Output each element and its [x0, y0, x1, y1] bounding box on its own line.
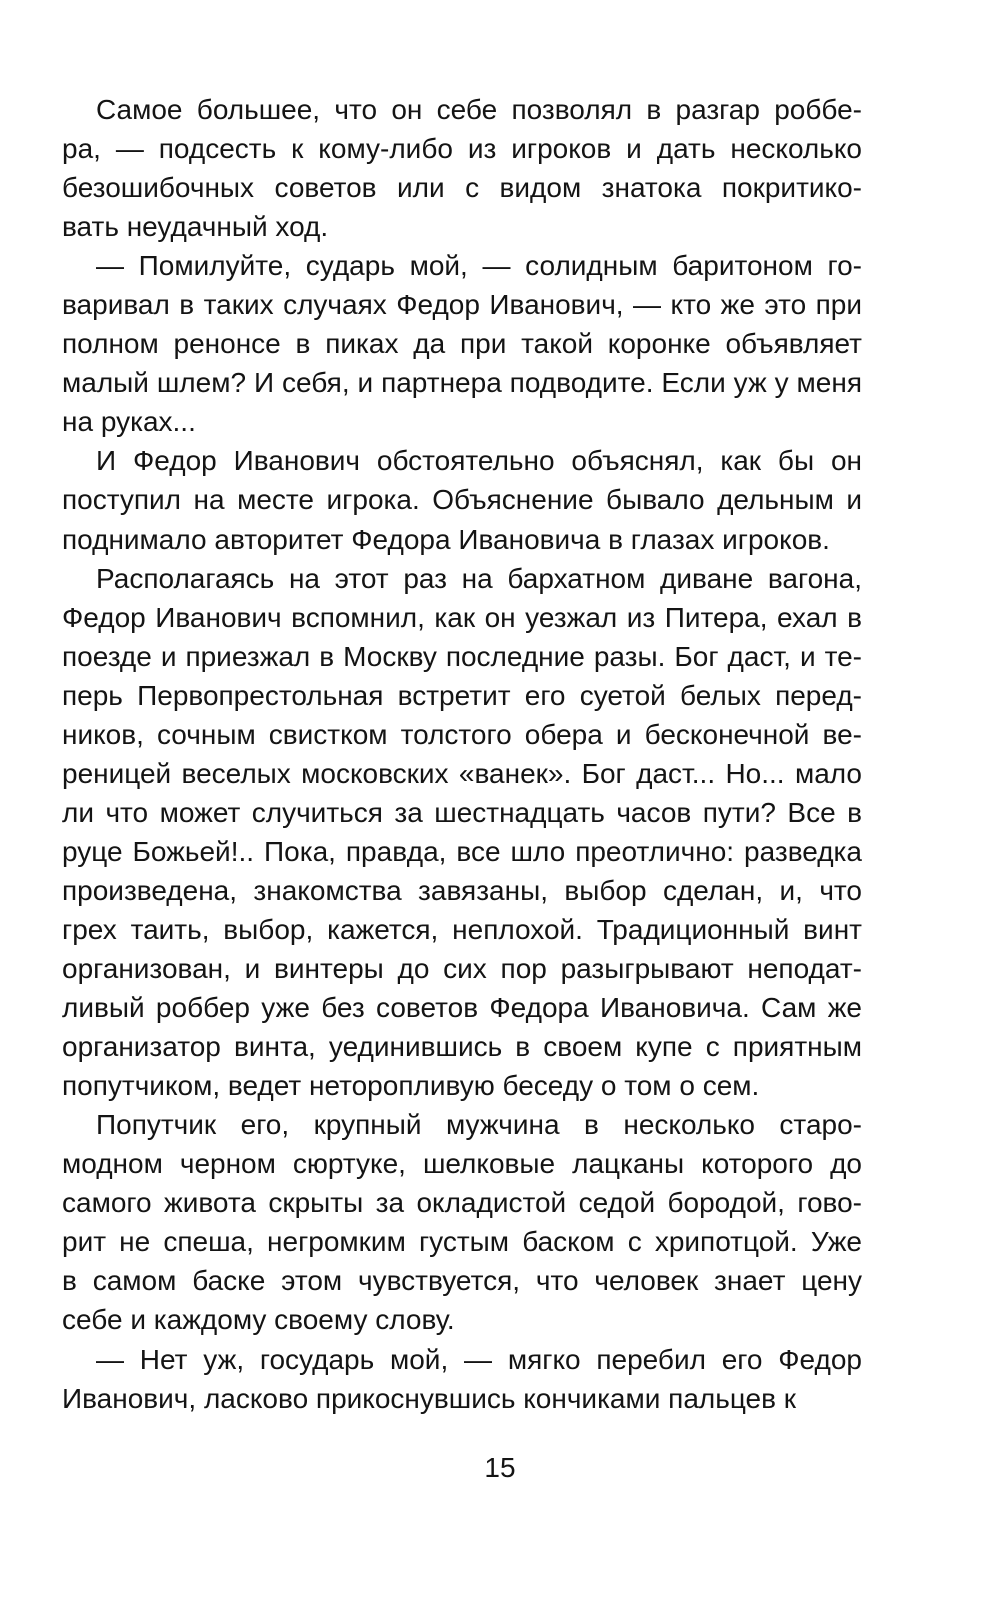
text-line: ливый роббер уже без советов Федора Ивановича. Сам же [62, 992, 862, 1024]
page-number: 15 [484, 1452, 516, 1483]
text-line: безошибочных советов или с видом знатока покритико- [62, 172, 862, 204]
body-text [62, 90, 862, 1418]
text-line: — Нет уж, государь мой, — мягко перебил его Федор [96, 1343, 862, 1375]
text-line: поднимало авторитет Федора Ивановича в глазах игроков. [62, 523, 830, 555]
text-line: полном ренонсе в пиках да при такой коронке объявляет [62, 328, 862, 360]
text-line: поезде и приезжал в Москву последние разы. Бог даст, и те- [62, 640, 862, 672]
text-line: ли что может случиться за шестнадцать часов пути? Все в [62, 796, 862, 828]
text-line: ра, — подсесть к кому-либо из игроков и дать несколько [62, 133, 862, 165]
text-line: на руках... [62, 406, 196, 438]
text-line: реницей веселых московских «ванек». Бог даст... Но... мало [62, 757, 862, 789]
text-line: — Помилуйте, сударь мой, — солидным баритоном го- [96, 250, 862, 282]
text-line: организован, и винтеры до сих пор разыгрывают неподат- [62, 953, 862, 985]
text-line: в самом баске этом чувствуется, что человек знает цену [62, 1265, 862, 1297]
text-line: произведена, знакомства завязаны, выбор сделан, и, что [62, 874, 862, 906]
text-line: вать неудачный ход. [62, 211, 329, 243]
text-line: варивал в таких случаях Федор Иванович, — кто же это при [62, 289, 862, 321]
paragraph [62, 90, 862, 246]
text-line: малый шлем? И себя, и партнера подводите. Если уж у меня [62, 367, 862, 399]
text-line: самого живота скрыты за окладистой седой бородой, гово- [62, 1187, 862, 1219]
text-line: ников, сочным свистком толстого обера и бесконечной ве- [62, 718, 862, 750]
text-line: Иванович, ласково прикоснувшись кончиками пальцев к [62, 1382, 797, 1414]
paragraph [62, 441, 862, 558]
text-line: Самое большее, что он себе позволял в разгар роббе- [96, 94, 862, 125]
text-line: грех таить, выбор, кажется, неплохой. Традиционный винт [62, 913, 862, 945]
text-line: Располагаясь на этот раз на бархатном диване вагона, [96, 562, 862, 594]
text-line: поступил на месте игрока. Объяснение бывало дельным и [62, 484, 862, 516]
text-line: модном черном сюртуке, шелковые лацканы которого до [62, 1148, 862, 1180]
text-line: И Федор Иванович обстоятельно объяснял, как бы он [96, 445, 862, 477]
paragraph [62, 1340, 862, 1418]
text-line: организатор винта, уединившись в своем купе с приятным [62, 1031, 862, 1063]
paragraph [62, 559, 862, 1106]
text-line: Федор Иванович вспомнил, как он уезжал из Питера, ехал в [62, 601, 862, 633]
paragraph [62, 246, 862, 441]
paragraph [62, 1105, 862, 1339]
text-line: перь Первопрестольная встретит его суетой белых перед- [62, 679, 862, 711]
text-line: рит не спеша, негромким густым баском с хрипотцой. Уже [62, 1226, 862, 1258]
text-line: руце Божьей!.. Пока, правда, все шло преотлично: разведка [62, 835, 862, 867]
text-line: себе и каждому своему слову. [62, 1304, 455, 1336]
text-line: попутчиком, ведет неторопливую беседу о том о сем. [62, 1070, 760, 1102]
text-line: Попутчик его, крупный мужчина в несколько старо- [96, 1109, 862, 1141]
